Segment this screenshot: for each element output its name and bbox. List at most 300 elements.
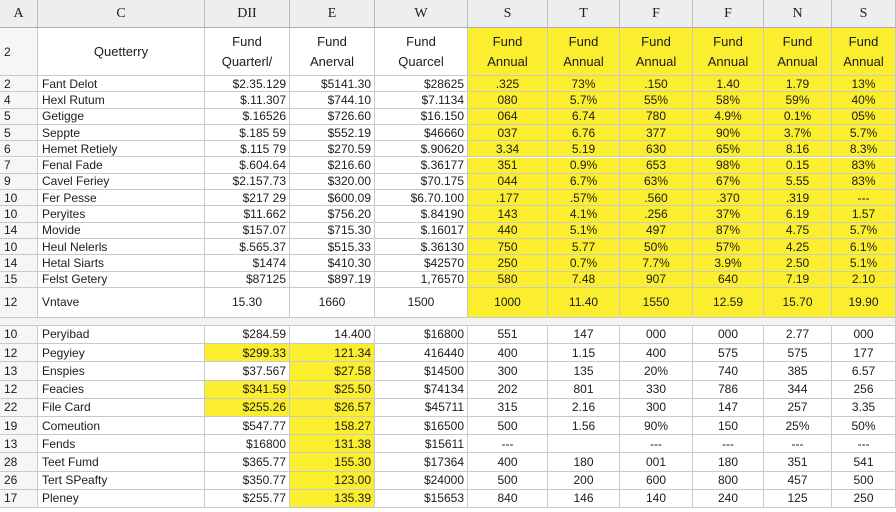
data-cell[interactable]: 064 <box>468 109 548 125</box>
row-label[interactable]: Vntave <box>38 288 205 318</box>
data-cell[interactable]: $2.35.129 <box>205 76 290 92</box>
data-cell[interactable]: $897.19 <box>290 272 375 288</box>
data-cell[interactable]: 344 <box>764 381 832 399</box>
row-label[interactable]: Felst Getery <box>38 272 205 288</box>
data-cell[interactable]: 541 <box>832 453 896 471</box>
data-cell[interactable]: 125 <box>764 490 832 508</box>
data-cell[interactable]: $217 29 <box>205 190 290 206</box>
data-cell[interactable]: 250 <box>468 255 548 271</box>
data-cell[interactable]: 580 <box>468 272 548 288</box>
data-cell[interactable]: 5.1% <box>548 223 620 239</box>
data-cell[interactable]: --- <box>468 435 548 453</box>
column-header-9[interactable]: N <box>764 0 832 28</box>
data-cell[interactable]: $.36177 <box>375 158 468 174</box>
row-number[interactable]: 14 <box>0 255 38 271</box>
data-cell[interactable]: 300 <box>468 362 548 380</box>
row-number[interactable]: 6 <box>0 141 38 157</box>
data-cell[interactable]: $255.26 <box>205 399 290 417</box>
data-cell[interactable]: 1550 <box>620 288 693 318</box>
block-separator <box>0 318 896 326</box>
data-cell[interactable]: $.84190 <box>375 206 468 222</box>
data-cell[interactable]: 330 <box>620 381 693 399</box>
row-label[interactable]: Fer Pesse <box>38 190 205 206</box>
data-cell[interactable]: $7.1134 <box>375 92 468 108</box>
column-title-line: Fund <box>848 34 879 49</box>
data-cell[interactable]: $365.77 <box>205 453 290 471</box>
data-cell[interactable]: 500 <box>832 472 896 490</box>
row-label[interactable]: Hemet Retiely <box>38 141 205 157</box>
data-cell[interactable]: $341.59 <box>205 381 290 399</box>
data-cell[interactable]: 400 <box>468 344 548 362</box>
row-number[interactable]: 28 <box>0 453 38 471</box>
row-label[interactable]: Fant Delot <box>38 76 205 92</box>
data-cell[interactable]: $350.77 <box>205 472 290 490</box>
data-cell[interactable]: 653 <box>620 158 693 174</box>
data-cell[interactable]: 15.70 <box>764 288 832 318</box>
column-title[interactable] <box>832 28 896 76</box>
data-cell[interactable]: $28625 <box>375 76 468 92</box>
row-number[interactable]: 13 <box>0 362 38 380</box>
column-title[interactable] <box>290 28 375 76</box>
data-cell[interactable]: $255.77 <box>205 490 290 508</box>
row-label[interactable]: Getigge <box>38 109 205 125</box>
data-cell[interactable]: 135 <box>548 362 620 380</box>
data-cell[interactable]: 6.76 <box>548 125 620 141</box>
data-cell[interactable]: --- <box>832 435 896 453</box>
row-label[interactable]: Feacies <box>38 381 205 399</box>
data-cell[interactable]: $1474 <box>205 255 290 271</box>
data-cell[interactable]: 143 <box>468 206 548 222</box>
column-subtitle-line: Quarterl/ <box>221 54 273 69</box>
row-number[interactable]: 7 <box>0 158 38 174</box>
row-number[interactable]: 13 <box>0 435 38 453</box>
data-cell[interactable]: $25.50 <box>290 381 375 399</box>
row-number[interactable]: 5 <box>0 109 38 125</box>
data-cell[interactable]: $16500 <box>375 417 468 435</box>
row-label[interactable]: Hexl Rutum <box>38 92 205 108</box>
data-cell[interactable]: 1.40 <box>693 76 764 92</box>
data-cell[interactable]: $46660 <box>375 125 468 141</box>
data-cell[interactable]: 131.38 <box>290 435 375 453</box>
data-cell[interactable]: 385 <box>764 362 832 380</box>
row-label[interactable]: Peryites <box>38 206 205 222</box>
data-cell[interactable]: --- <box>764 435 832 453</box>
data-cell[interactable]: 123.00 <box>290 472 375 490</box>
data-cell[interactable]: $14500 <box>375 362 468 380</box>
data-cell[interactable]: $320.00 <box>290 174 375 190</box>
column-subtitle-line: Annual <box>707 54 749 69</box>
data-cell[interactable]: 05% <box>832 109 896 125</box>
data-cell[interactable]: $16800 <box>205 435 290 453</box>
data-cell[interactable]: $15653 <box>375 490 468 508</box>
data-cell[interactable]: $5141.30 <box>290 76 375 92</box>
data-cell[interactable]: $552.19 <box>290 125 375 141</box>
column-title-line: Fund <box>641 34 671 49</box>
row-label[interactable]: Peryibad <box>38 326 205 344</box>
data-cell[interactable]: 37% <box>693 206 764 222</box>
data-cell[interactable]: 315 <box>468 399 548 417</box>
data-cell[interactable]: $27.58 <box>290 362 375 380</box>
data-cell[interactable]: 351 <box>764 453 832 471</box>
data-cell[interactable]: 1.79 <box>764 76 832 92</box>
data-cell[interactable]: 155.30 <box>290 453 375 471</box>
data-cell[interactable]: $26.57 <box>290 399 375 417</box>
data-cell[interactable]: $270.59 <box>290 141 375 157</box>
column-title[interactable] <box>375 28 468 76</box>
data-cell[interactable]: 2.77 <box>764 326 832 344</box>
row-number[interactable]: 9 <box>0 174 38 190</box>
row-number[interactable]: 12 <box>0 288 38 318</box>
data-cell[interactable]: $.36130 <box>375 239 468 255</box>
column-header-4[interactable]: W <box>375 0 468 28</box>
data-cell[interactable]: .325 <box>468 76 548 92</box>
column-title[interactable] <box>468 28 548 76</box>
data-cell[interactable]: $6.70.100 <box>375 190 468 206</box>
data-cell[interactable]: 740 <box>693 362 764 380</box>
data-cell[interactable]: $.604.64 <box>205 158 290 174</box>
data-cell[interactable]: 20% <box>620 362 693 380</box>
column-title-line: Fund <box>713 34 743 49</box>
data-cell[interactable]: 5.7% <box>832 223 896 239</box>
data-cell[interactable]: $410.30 <box>290 255 375 271</box>
data-cell[interactable]: 000 <box>832 326 896 344</box>
data-cell[interactable]: 3.34 <box>468 141 548 157</box>
data-cell[interactable]: 257 <box>764 399 832 417</box>
row-number[interactable]: 10 <box>0 190 38 206</box>
data-cell[interactable]: --- <box>832 190 896 206</box>
data-cell[interactable]: 801 <box>548 381 620 399</box>
data-cell[interactable]: 037 <box>468 125 548 141</box>
data-cell[interactable]: 377 <box>620 125 693 141</box>
data-cell[interactable]: 55% <box>620 92 693 108</box>
data-cell[interactable] <box>548 435 620 453</box>
data-cell[interactable]: 640 <box>693 272 764 288</box>
row-number[interactable]: 5 <box>0 125 38 141</box>
data-cell[interactable]: 6.57 <box>832 362 896 380</box>
data-cell[interactable]: 351 <box>468 158 548 174</box>
data-cell[interactable]: 080 <box>468 92 548 108</box>
data-cell[interactable]: 630 <box>620 141 693 157</box>
data-cell[interactable]: $.115 79 <box>205 141 290 157</box>
data-cell[interactable]: 2.10 <box>832 272 896 288</box>
column-subtitle-line: Anerval <box>309 54 355 69</box>
data-cell[interactable]: 0.1% <box>764 109 832 125</box>
data-cell[interactable]: 800 <box>693 472 764 490</box>
row-label[interactable]: Hetal Siarts <box>38 255 205 271</box>
column-header-8[interactable]: F <box>693 0 764 28</box>
data-cell[interactable]: $.11.307 <box>205 92 290 108</box>
row-number[interactable]: 10 <box>0 239 38 255</box>
data-cell[interactable]: $2.157.73 <box>205 174 290 190</box>
data-cell[interactable]: 65% <box>693 141 764 157</box>
data-cell[interactable]: 001 <box>620 453 693 471</box>
data-cell[interactable]: 147 <box>548 326 620 344</box>
data-cell[interactable]: 5.7% <box>832 125 896 141</box>
row-label[interactable]: Comeution <box>38 417 205 435</box>
data-cell[interactable]: 2.16 <box>548 399 620 417</box>
data-cell[interactable]: 83% <box>832 174 896 190</box>
data-cell[interactable]: $74134 <box>375 381 468 399</box>
data-cell[interactable]: 6.19 <box>764 206 832 222</box>
row-number[interactable]: 15 <box>0 272 38 288</box>
data-cell[interactable]: 147 <box>693 399 764 417</box>
data-cell[interactable]: 5.7% <box>548 92 620 108</box>
data-cell[interactable]: $299.33 <box>205 344 290 362</box>
data-cell[interactable]: 1.56 <box>548 417 620 435</box>
data-cell[interactable]: 3.7% <box>764 125 832 141</box>
data-cell[interactable]: 63% <box>620 174 693 190</box>
data-cell[interactable]: 256 <box>832 381 896 399</box>
data-cell[interactable]: $17364 <box>375 453 468 471</box>
data-cell[interactable]: 250 <box>832 490 896 508</box>
column-subtitle-line: Annual <box>563 54 604 69</box>
column-header-10[interactable]: S <box>832 0 896 28</box>
data-cell[interactable]: $42570 <box>375 255 468 271</box>
data-cell[interactable]: 044 <box>468 174 548 190</box>
data-cell[interactable]: 4.75 <box>764 223 832 239</box>
column-header-0[interactable]: A <box>0 0 38 28</box>
data-cell[interactable]: 400 <box>468 453 548 471</box>
column-title-line: Fund <box>232 34 262 49</box>
column-title-line: Fund <box>317 34 347 49</box>
column-header-3[interactable]: E <box>290 0 375 28</box>
column-title[interactable] <box>205 28 290 76</box>
data-cell[interactable]: .57% <box>548 190 620 206</box>
data-cell[interactable]: 0.15 <box>764 158 832 174</box>
row-label[interactable]: File Card <box>38 399 205 417</box>
data-cell[interactable]: 240 <box>693 490 764 508</box>
row-label[interactable]: Teet Fumd <box>38 453 205 471</box>
row-label[interactable]: Movide <box>38 223 205 239</box>
column-title[interactable] <box>548 28 620 76</box>
data-cell[interactable]: 50% <box>832 417 896 435</box>
data-cell[interactable]: 2.50 <box>764 255 832 271</box>
data-cell[interactable]: 1500 <box>375 288 468 318</box>
data-cell[interactable]: 7.19 <box>764 272 832 288</box>
data-cell[interactable]: 5.19 <box>548 141 620 157</box>
data-cell[interactable]: 50% <box>620 239 693 255</box>
data-cell[interactable]: 1000 <box>468 288 548 318</box>
row-number[interactable]: 12 <box>0 381 38 399</box>
row-label[interactable]: Seppte <box>38 125 205 141</box>
data-cell[interactable]: 90% <box>620 417 693 435</box>
data-cell[interactable]: $70.175 <box>375 174 468 190</box>
row-label[interactable]: Pleney <box>38 490 205 508</box>
column-header-2[interactable]: DII <box>205 0 290 28</box>
data-cell[interactable]: .370 <box>693 190 764 206</box>
data-cell[interactable]: 8.16 <box>764 141 832 157</box>
data-cell[interactable]: 575 <box>693 344 764 362</box>
data-cell[interactable]: 0.9% <box>548 158 620 174</box>
row-number[interactable]: 2 <box>0 28 38 76</box>
data-cell[interactable]: $515.33 <box>290 239 375 255</box>
data-cell[interactable]: 500 <box>468 417 548 435</box>
row-label[interactable]: Pegyiey <box>38 344 205 362</box>
data-cell[interactable]: 1.15 <box>548 344 620 362</box>
data-cell[interactable]: .256 <box>620 206 693 222</box>
data-cell[interactable]: .560 <box>620 190 693 206</box>
data-cell[interactable]: 750 <box>468 239 548 255</box>
data-cell[interactable]: 202 <box>468 381 548 399</box>
data-cell[interactable]: $16800 <box>375 326 468 344</box>
data-cell[interactable]: $547.77 <box>205 417 290 435</box>
data-cell[interactable]: $600.09 <box>290 190 375 206</box>
data-cell[interactable]: 98% <box>693 158 764 174</box>
data-cell[interactable]: 14.400 <box>290 326 375 344</box>
data-cell[interactable]: 786 <box>693 381 764 399</box>
data-cell[interactable]: --- <box>693 435 764 453</box>
data-cell[interactable]: 5.1% <box>832 255 896 271</box>
data-cell[interactable]: 87% <box>693 223 764 239</box>
row-label[interactable]: Heul Nelerls <box>38 239 205 255</box>
data-cell[interactable]: 907 <box>620 272 693 288</box>
row-number[interactable]: 19 <box>0 417 38 435</box>
column-header-1[interactable]: C <box>38 0 205 28</box>
data-cell[interactable]: 1,76570 <box>375 272 468 288</box>
column-title-line: Fund <box>492 34 523 49</box>
data-cell[interactable]: $.185 59 <box>205 125 290 141</box>
column-title[interactable] <box>693 28 764 76</box>
data-cell[interactable]: 300 <box>620 399 693 417</box>
data-cell[interactable]: 497 <box>620 223 693 239</box>
data-cell[interactable]: 6.74 <box>548 109 620 125</box>
data-cell[interactable]: 58% <box>693 92 764 108</box>
column-header-6[interactable]: T <box>548 0 620 28</box>
data-cell[interactable]: $37.567 <box>205 362 290 380</box>
row-number[interactable]: 10 <box>0 326 38 344</box>
data-cell[interactable]: 440 <box>468 223 548 239</box>
data-cell[interactable]: --- <box>620 435 693 453</box>
data-cell[interactable]: $16.150 <box>375 109 468 125</box>
data-cell[interactable]: $744.10 <box>290 92 375 108</box>
data-cell[interactable]: $87125 <box>205 272 290 288</box>
row-number[interactable]: 12 <box>0 344 38 362</box>
data-cell[interactable]: .150 <box>620 76 693 92</box>
data-cell[interactable]: 5.55 <box>764 174 832 190</box>
row-number[interactable]: 10 <box>0 206 38 222</box>
row-number[interactable]: 14 <box>0 223 38 239</box>
data-cell[interactable]: $715.30 <box>290 223 375 239</box>
data-cell[interactable]: 551 <box>468 326 548 344</box>
data-cell[interactable]: 5.77 <box>548 239 620 255</box>
data-cell[interactable]: $157.07 <box>205 223 290 239</box>
data-cell[interactable]: 4.25 <box>764 239 832 255</box>
data-cell[interactable]: $284.59 <box>205 326 290 344</box>
row-number[interactable]: 2 <box>0 76 38 92</box>
row-label[interactable]: Enspies <box>38 362 205 380</box>
data-cell[interactable]: 4.9% <box>693 109 764 125</box>
data-cell[interactable]: $726.60 <box>290 109 375 125</box>
data-cell[interactable]: 200 <box>548 472 620 490</box>
data-cell[interactable]: 840 <box>468 490 548 508</box>
data-cell[interactable]: 180 <box>548 453 620 471</box>
data-cell[interactable]: 7.7% <box>620 255 693 271</box>
row-label[interactable]: Tert SPeafty <box>38 472 205 490</box>
data-cell[interactable]: $216.60 <box>290 158 375 174</box>
data-cell[interactable]: $45711 <box>375 399 468 417</box>
data-cell[interactable]: 780 <box>620 109 693 125</box>
data-cell[interactable]: $.565.37 <box>205 239 290 255</box>
data-cell[interactable]: 180 <box>693 453 764 471</box>
data-cell[interactable]: 1.57 <box>832 206 896 222</box>
row-number[interactable]: 17 <box>0 490 38 508</box>
column-title-line: Fund <box>406 34 436 49</box>
data-cell[interactable]: 000 <box>620 326 693 344</box>
column-subtitle-line: Annual <box>635 54 677 69</box>
row-number[interactable]: 26 <box>0 472 38 490</box>
data-cell[interactable]: 140 <box>620 490 693 508</box>
data-cell[interactable]: 457 <box>764 472 832 490</box>
column-title[interactable] <box>764 28 832 76</box>
row-number[interactable]: 22 <box>0 399 38 417</box>
data-cell[interactable]: 3.35 <box>832 399 896 417</box>
column-subtitle-line: Annual <box>843 54 884 69</box>
row-label[interactable]: Cavel Feriey <box>38 174 205 190</box>
data-cell[interactable]: 7.48 <box>548 272 620 288</box>
data-cell[interactable]: 1660 <box>290 288 375 318</box>
data-cell[interactable]: $15611 <box>375 435 468 453</box>
column-title[interactable] <box>620 28 693 76</box>
data-cell[interactable]: $24000 <box>375 472 468 490</box>
data-cell[interactable]: 83% <box>832 158 896 174</box>
data-cell[interactable]: 158.27 <box>290 417 375 435</box>
data-cell[interactable]: $.16526 <box>205 109 290 125</box>
data-cell[interactable]: 73% <box>548 76 620 92</box>
data-cell[interactable]: 177 <box>832 344 896 362</box>
data-cell[interactable]: 600 <box>620 472 693 490</box>
data-cell[interactable]: .319 <box>764 190 832 206</box>
data-cell[interactable]: 59% <box>764 92 832 108</box>
data-cell[interactable]: 40% <box>832 92 896 108</box>
data-cell[interactable]: 67% <box>693 174 764 190</box>
row-label[interactable]: Fenal Fade <box>38 158 205 174</box>
row-number[interactable]: 4 <box>0 92 38 108</box>
data-cell[interactable]: 11.40 <box>548 288 620 318</box>
row-label[interactable]: Fends <box>38 435 205 453</box>
column-header-5[interactable]: S <box>468 0 548 28</box>
data-cell[interactable]: 12.59 <box>693 288 764 318</box>
data-cell[interactable]: $.16017 <box>375 223 468 239</box>
data-cell[interactable]: 000 <box>693 326 764 344</box>
data-cell[interactable]: 500 <box>468 472 548 490</box>
data-cell[interactable]: 90% <box>693 125 764 141</box>
data-cell[interactable]: .177 <box>468 190 548 206</box>
data-cell[interactable]: 25% <box>764 417 832 435</box>
data-cell[interactable]: 146 <box>548 490 620 508</box>
data-cell[interactable]: 400 <box>620 344 693 362</box>
data-cell[interactable]: $.90620 <box>375 141 468 157</box>
data-cell[interactable]: $756.20 <box>290 206 375 222</box>
data-cell[interactable]: 6.1% <box>832 239 896 255</box>
data-cell[interactable]: 575 <box>764 344 832 362</box>
data-cell[interactable]: 19.90 <box>832 288 896 318</box>
data-cell[interactable]: 3.9% <box>693 255 764 271</box>
data-cell[interactable]: 8.3% <box>832 141 896 157</box>
data-cell[interactable]: 150 <box>693 417 764 435</box>
data-cell[interactable]: 6.7% <box>548 174 620 190</box>
data-cell[interactable]: 135.39 <box>290 490 375 508</box>
data-cell[interactable]: 416440 <box>375 344 468 362</box>
data-cell[interactable]: 15.30 <box>205 288 290 318</box>
data-cell[interactable]: 13% <box>832 76 896 92</box>
column-header-7[interactable]: F <box>620 0 693 28</box>
data-cell[interactable]: 4.1% <box>548 206 620 222</box>
header-label[interactable]: Quetterry <box>38 28 205 76</box>
data-cell[interactable]: 121.34 <box>290 344 375 362</box>
data-cell[interactable]: $11.662 <box>205 206 290 222</box>
data-cell[interactable]: 0.7% <box>548 255 620 271</box>
data-cell[interactable]: 57% <box>693 239 764 255</box>
